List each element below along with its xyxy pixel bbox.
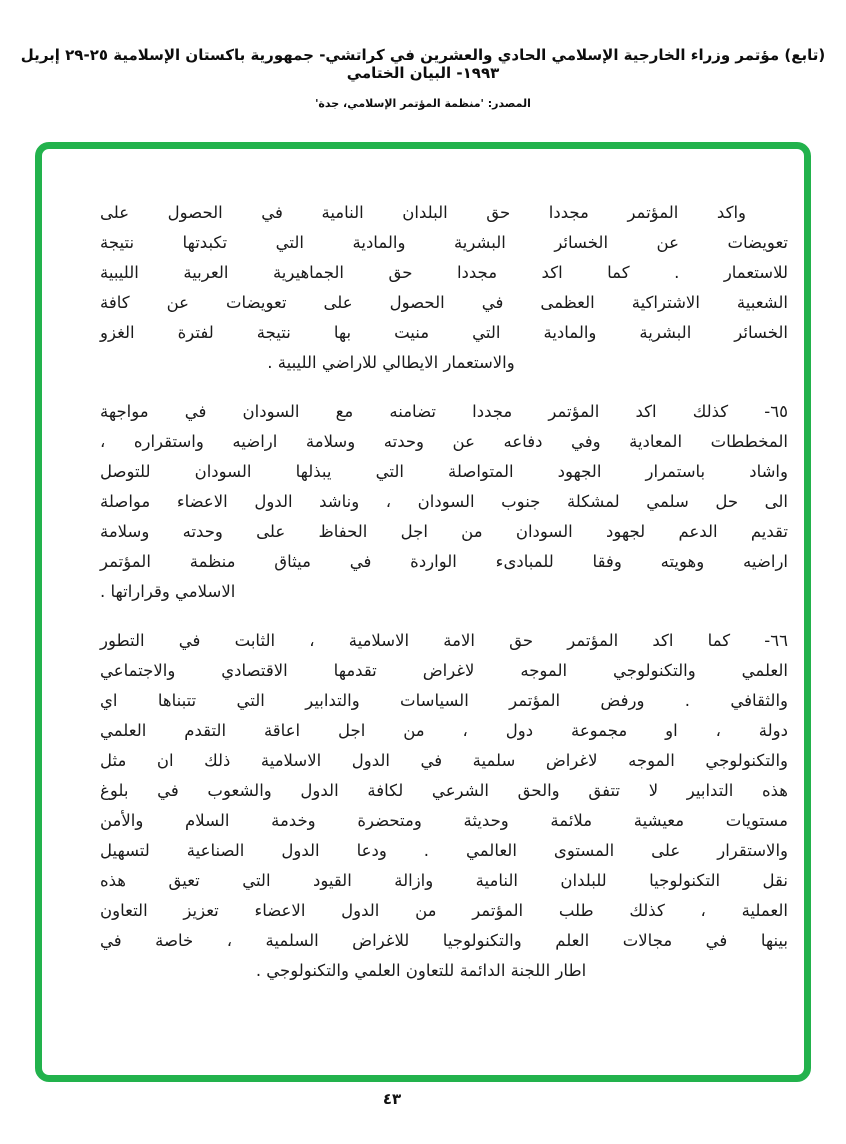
text-line: العملية ، كذلك طلب المؤتمر من الدول الاعضاء تعزيز التعاون: [100, 901, 788, 920]
page-header: [10, 46, 836, 110]
text-line: تعويضات عن الخسائر البشرية والمادية التي تكبدتها نتيجة: [100, 233, 788, 252]
text-line: ٦٥- كذلك اكد المؤتمر مجددا تضامنه مع السودان في مواجهة: [100, 402, 788, 421]
text-line: اطار اللجنة الدائمة للتعاون العلمي والتكنولوجي .: [255, 961, 587, 980]
text-line: تقديم الدعم لجهود السودان من اجل الحفاظ على وحدته وسلامة: [100, 522, 788, 541]
text-line: والاستعمار الايطالي للاراضي الليبية .: [267, 353, 515, 372]
text-line: الى حل سلمي لمشكلة جنوب السودان ، وناشد الدول الاعضاء مواصلة: [100, 492, 788, 511]
text-line: والتكنولوجي الموجه لاغراض سلمية في الدول الاسلامية ذلك ان مثل: [100, 751, 788, 770]
header-title: (تابع) مؤتمر وزراء الخارجية الإسلامي الحادي والعشرين في كراتشي- جمهورية باكستان الإسلامية ٢٥-٢٩ إبريل ١٩٩٣- البيان الختامي: [20, 46, 826, 82]
text-line: اراضيه وهويته وفقا للمبادىء الواردة في ميثاق منظمة المؤتمر: [100, 552, 788, 571]
text-line: هذه التدابير لا تتفق والحق الشرعي لكافة الدول والشعوب في بلوغ: [100, 781, 788, 800]
paragraph: [100, 626, 788, 986]
text-line: المخططات المعادية وفي دفاعه عن وحدته وسلامة اراضيه واستقراره ،: [100, 432, 788, 451]
text-line: للاستعمار . كما اكد مجددا حق الجماهيرية العربية الليبية: [100, 263, 788, 282]
text-line: الشعبية الاشتراكية العظمى في الحصول على تعويضات عن كافة: [100, 293, 788, 312]
paragraph: [100, 198, 788, 378]
document-body: [100, 198, 788, 1005]
text-line: واكد المؤتمر مجددا حق البلدان النامية في الحصول على: [100, 203, 746, 222]
text-line: الاسلامي وقراراتها .: [100, 582, 236, 601]
text-line: والثقافي . ورفض المؤتمر السياسات والتدابير التي تتبناها اي: [100, 691, 788, 710]
text-line: العلمي والتكنولوجي الموجه لاغراض تقدمها الاقتصادي والاجتماعي: [100, 661, 788, 680]
header-source: المصدر: 'منظمة المؤتمر الإسلامي، جدة': [315, 97, 531, 110]
text-line: ٦٦- كما اكد المؤتمر حق الامة الاسلامية ، الثابت في التطور: [100, 631, 788, 650]
text-line: والاستقرار على المستوى العالمي . ودعا الدول الصناعية لتسهيل: [100, 841, 788, 860]
paragraph: [100, 397, 788, 607]
text-line: الخسائر البشرية والمادية التي منيت بها نتيجة لفترة الغزو: [100, 323, 788, 342]
page-number: ٤٣: [382, 1090, 402, 1108]
text-line: دولة ، او مجموعة دول ، من اجل اعاقة التقدم العلمي: [100, 721, 788, 740]
text-line: نقل التكنولوجيا للبلدان النامية وازالة القيود التي تعيق هذه: [100, 871, 788, 890]
text-line: بينها في مجالات العلم والتكنولوجيا للاغراض السلمية ، خاصة في: [100, 931, 788, 950]
text-line: واشاد باستمرار الجهود المتواصلة التي يبذلها السودان للتوصل: [100, 462, 788, 481]
text-line: مستويات معيشية ملائمة وحديثة ومتحضرة وخدمة السلام والأمن: [100, 811, 788, 830]
